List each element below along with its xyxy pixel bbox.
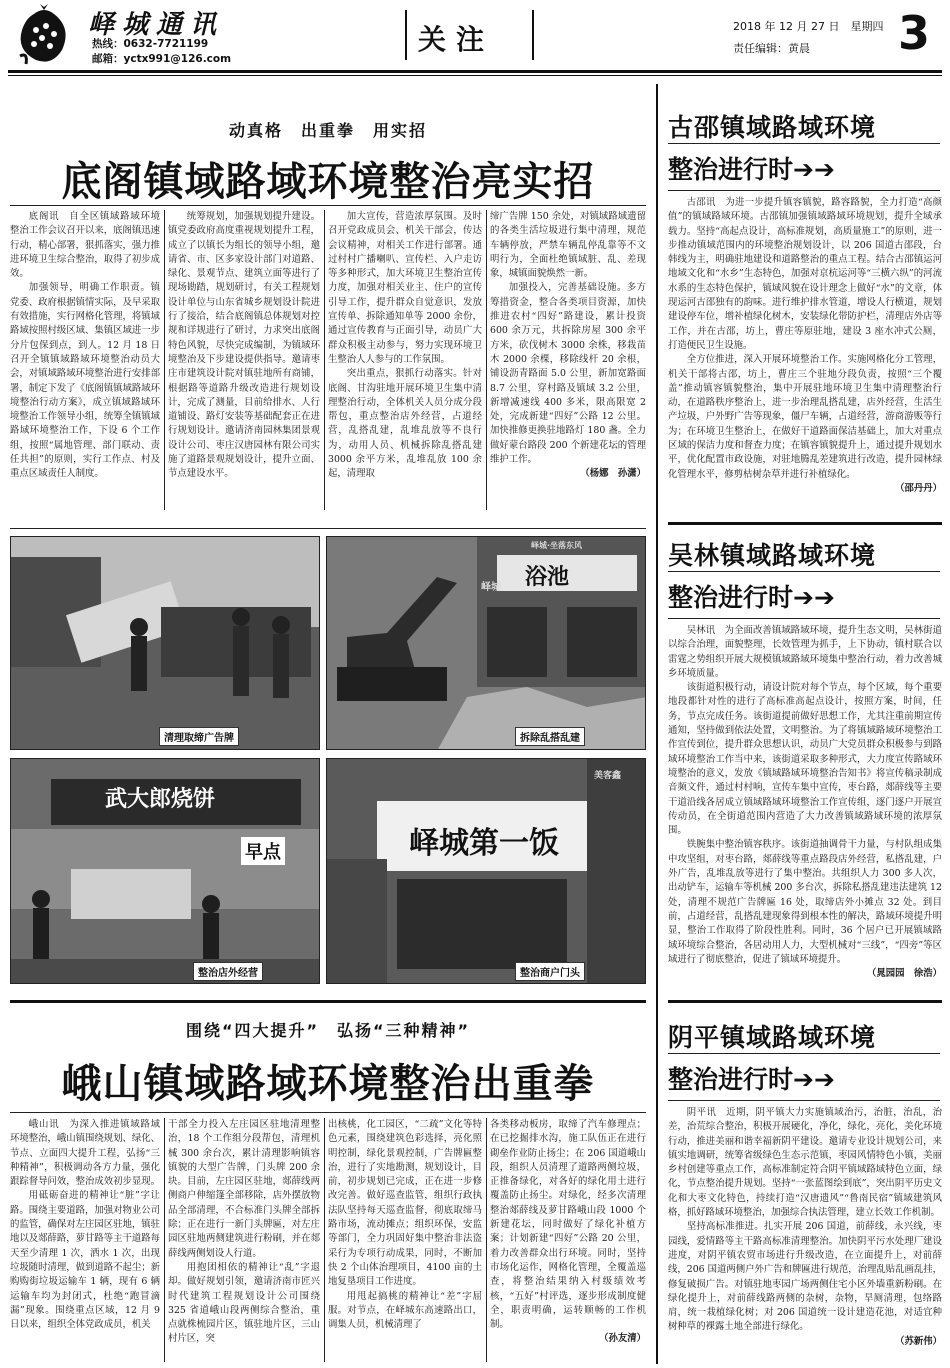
header-rule xyxy=(8,75,942,76)
paragraph: 底阁讯 自全区镇域路域环境整治工作会议召开以来，底阁镇迅速行动，精心部署，狠抓落实，强力推进环境卫生综合整治，取得了初步成效。 xyxy=(10,211,160,280)
paper-name: 峄城通讯 xyxy=(88,10,225,40)
arrow-icon: ➔➔ xyxy=(793,155,835,184)
section-title: 关注 xyxy=(418,23,495,56)
paragraph: 铁腕集中整治镇容秩序。该街道抽调骨干力量，与村队组成集中攻坚组，对枣台路，郯薛线等重点路段店外经营，私搭乱建，户外广告，乱堆乱放等进行了集中整治。共组织人力 300 多人次，出动铲车，运输车等机械 200 多台次，拆除私搭乱建违法建筑 12 处，清理不规范广告牌匾 16 处，取缔店外小摊点 32 处。到目前，占道经营，乱搭乱建现象得到根本性的解决，路域环境提升明显，整治工作取得了阶段性胜利。同时，36 个居户已开展镇域路域环境综合整治，各居动用人力，大型机械对“三线”，“四旁”等区域进行了彻底整治，促进了镇域环境提升。 xyxy=(668,839,942,965)
divider xyxy=(405,10,407,60)
shop-sign: 峄城第一饭 xyxy=(409,826,559,861)
side3-title: 阴平镇域路域环境 xyxy=(668,1023,877,1052)
rule xyxy=(668,571,940,572)
article1-column xyxy=(168,210,320,510)
bath-sign-left: 峄城 xyxy=(481,582,501,593)
column-divider xyxy=(324,210,325,510)
contact-info xyxy=(92,37,231,67)
rule xyxy=(668,1100,940,1101)
shop-right-sign: 美客鑫 xyxy=(594,771,622,781)
page-number: 3 xyxy=(898,6,931,60)
side1-body xyxy=(668,196,942,518)
paragraph: 吴林讯 为全面改善镇域路域环境，提升生态文明，吴林街道以综合治理，面貌整理，长效管理为抓手，上下协动，镇村联合以雷霆之势组织开展大规模镇域路域环境集中整治行动，着力改善城乡环境质量。 xyxy=(668,625,942,679)
paragraph: 阴平讯 近期，阴平镇大力实施镇域治污，治脏，治乱，治差，治荒综合整治，积极开展硬化，净化，绿化，亮化，美化环境行动，推进美丽和谐幸福新阴平建设。邀请专业设计规划公司，来镇实地调研，统筹省级绿色生态示范镇，枣园风情特色小镇，美丽乡村创建等重点工作，高标准制定符合阴平镇域路域特色立面，绿化，节点整治提升规划。坚持“一张蓝图绘到底”，突出阴平历史文化和大枣文化特色，持续打造“汉唐遗风”“鲁南民宿”镇域建筑风格，抓好路域环境整治，加强综合执法管理，建立长效工作机制。 xyxy=(668,1107,942,1219)
column-divider xyxy=(486,210,487,510)
paragraph: 出核桃，化工园区，“二疏”文化等特色元素，围绕建筑色彩选择，亮化照明控制，绿化景观控制，广告牌匾整治，进行了实地勘测，规划设计，目前，初步规划已完成，正在进一步修改完善。做好巡查监管，组织行政执法队坚持每天巡查监督，彻底取缔马路市场，流动摊点；组织环保，安监等部门，全力巩固好集中整治非法盗采行为专项行动成果，同时，不断加快 2 个山体治理项目，4100 亩的土地复垦项目工作进度。 xyxy=(328,1119,482,1288)
paragraph: 坚持高标准推进。扎实开展 206 国道，前薛线，永兴线，枣园线，爱情路等主干路高标准清理整治。加快阴平污水处理厂建设进度，对阴平镇农贸市场进行升级改造，在立面提升上，对前薛线，206 国道两侧户外广告和牌匾进行规范，治理乱贴乱画乱挂，修复破损广告。对镇驻地枣园广场两侧住宅小区外墙重新粉刷。在绿化提升上，对前薛线路两侧的杂树，杂物，旱厕清理，包络路肩，统一栽植绿化树；对 206 国道统一设计建造花池，对适宜种树种草的裸露土地全部进行绿化。 xyxy=(668,1221,942,1333)
article1-column xyxy=(328,210,482,510)
section-rule xyxy=(668,522,942,525)
side2-subtitle xyxy=(668,578,835,614)
paragraph: 统筹规划，加强规划提升建设。镇党委政府高度重视规划提升工程，成立了以镇长为组长的领导小组，邀请省、市、区多家设计部门对道路、绿化、景观节点、建筑立面等进行了现场勘踏，规划研讨，有关工程规划设计单位与山东省城乡规划设计院进行了接洽，结合底阁镇总体规划对控规和详规进行了研讨，力求突出底阁特色风貌，尽快完成编制，为镇域环境整治及下步建设提供指导。邀请枣庄市建筑设计院对镇驻地所有商铺，根据路等道路升级改造进行规划设计，完成了测量，目前给排水、人行道铺设、路灯安装等基础配套正在进行规划设计。邀请济南园林集团景观设计公司、枣庄汉唐园林有限公司实施了道路景观规划设计，提升立面、节点建设水平。 xyxy=(168,211,320,480)
photo-storefront-cleanup xyxy=(10,758,320,984)
bath-sign: 浴池 xyxy=(525,564,570,590)
side1-subtitle-text: 整治进行时 xyxy=(668,155,794,184)
bath-sign-sub: 峄城·坐落东风 xyxy=(531,541,583,550)
paragraph: 干部全力投入左庄园区驻地清理整治，18 个工作组分段帮包，清理机械 300 余台次，累计清理影响镇容镇貌的大型广告牌，门头牌 200 余块。目前，左庄园区驻地，郯薛线两侧商户伸缩篷全部移除，店外摆放物品全部清理，不合标准门头牌全部拆除；正在进行一新门头牌匾，对左庄园区驻地两侧建筑进行粉刷，并在郯薛线两侧划设人行道。 xyxy=(168,1119,320,1259)
side1-title: 古邵镇域路域环境 xyxy=(668,113,877,142)
restaurant-side-sign: 早点 xyxy=(241,837,285,865)
side3-signature: （苏新伟） xyxy=(895,1335,942,1347)
rule xyxy=(668,1053,940,1054)
paragraph: 各类移动板房，取缔了汽车修理点；在已挖掘排水沟，施工队伍正在进行砌垒作业防止扬尘；在 206 国道峨山段，组织人员清理了道路两侧垃圾，正推备绿化，对各好的绿化用土进行覆盖防止扬尘。对绿化，经多次清理整治郯薛线及萝甘路峨山段 1000 个新建花坛，同时做好了绿化补植方案；计划新建“四好”公路 20 公里，着力改善群众出行环境。同时，坚持市场化运作，网格化管理，全覆盖巡查，将整治结果纳入村级绩效考核，“五好”村评选，逐步形成制度健全，职责明确，运转顺畅的工作机制。 xyxy=(490,1119,646,1331)
article2-kicker: 围绕“四大提升” 弘扬“三种精神” xyxy=(185,1021,471,1040)
photo-caption: 拆除乱搭乱建 xyxy=(515,727,585,746)
column-divider xyxy=(164,210,165,510)
photo-demolition xyxy=(326,536,646,750)
photo-caption: 整治店外经营 xyxy=(193,962,263,981)
side3-subtitle-text: 整治进行时 xyxy=(668,1065,794,1094)
paragraph: 古邵讯 为进一步提升镇容镇貌，路容路貌，全力打造“高颜值”的镇域路域环境。古邵镇加强镇域路域环境规划，提升全域承载力。坚持“高起点设计，高标准规划，高质量施工”的原则，进一步推动镇域范围内的环境整治规划设计，以 206 国道古邵段，台韩线为主，明确驻地建设和道路整治的重点工程。结合古邵镇运河地域文化和“水乡”生态特色，加强对京杭运河等“三横六纵”的河流水系的生态特色保护，镇域风貌在设计理念上做好“水”的文章，体现运河古邵独有的韵味。进行维护排水管道，增设人行横道，规划建设停车位，增补植绿化树木，安装绿化带防护栏，清理店外店等工作，并在古邵，坊上，曹庄等原驻地，建设 3 座水冲式公厕，打造便民卫生设施。 xyxy=(668,197,942,351)
paragraph: 加强领导，明确工作职责。镇党委、政府根据镇情实际，及早采取有效措施，实行网格化管理，将镇域路域按照村级区域、集镇区域进一步分片包保到点，到人。12 月 18 日召开全镇镇域路域环境整治动员大会，对镇域路域环境整治进行安排部署，制定下发了《底阁镇镇域路域环境整治行动方案》，成立镇域路域环境整治工作领导小组，统筹全镇镇域路域环境整治工作，下设 6 个工作组，按照“属地管理、部门联动、责任共担”的原则，实行工作点、村及重点区域责任人制度。 xyxy=(10,282,160,480)
paragraph: 峨山讯 为深入推进镇域路域环境整治，峨山镇围绕规划、绿化、节点、立面四大提升工程，弘扬“三种精神”，积极调动各方力量，强化跟踪督导问效，整治成效初步显现。 xyxy=(10,1119,160,1188)
paragraph: 加强投入，完善基础设施。多方筹措资金，整合各类项目资源，加快推进农村“四好”路建设，累计投资 600 余万元，共拆除房屋 300 余平方米，砍伐树木 3000 余株，移栽苗木 2000 余棵，移除线杆 20 余根，铺设沥青路面 5.0 公里，新加宽路面 8.7 公里，穿村路及镇域 3.2 公里，新增减速线 400 多米，限高限宽 2 处，完成新建“四好”公路 12 公里。加快推修更换驻地路灯 180 盏。全力做好蒙台路段 200 个新建花坛的管理维护工作。 xyxy=(490,282,646,466)
email: 邮箱：yctx991@126.com xyxy=(92,53,232,65)
article2-signature: （孙友清） xyxy=(599,1333,646,1345)
paragraph: 用甩起搞桃的精神让“差”字屈服。对节点，在峄城东高速路出口，调集人员，机械清理了 xyxy=(328,1290,482,1331)
paragraph: 突出重点，狠抓行动落实。针对底阁、甘沟驻地开展环境卫生集中清理整治行动，全体机关人员分成分段帮包，重点整治店外经营，占道经营，乱搭乱建，乱堆乱放等不良行为，动用人员、机械拆除乱搭乱建 3000 余平方米，乱堆乱放 100 余起，清理取 xyxy=(328,368,482,480)
side1-subtitle xyxy=(668,150,835,186)
photo-caption: 整治商户门头 xyxy=(515,962,585,981)
editor: 责任编辑：黄晨 xyxy=(733,42,810,55)
rule xyxy=(10,528,646,529)
side2-title: 吴林镇域路域环境 xyxy=(668,541,877,570)
arrow-icon: ➔➔ xyxy=(793,583,835,612)
article2-column xyxy=(328,1118,482,1362)
article1-kicker: 动真格 出重拳 用实招 xyxy=(228,121,427,140)
paragraph: 用砥砺奋进的精神让“脏”字让路。围绕主要道路，加强对物业公司的监管，确保对左庄园区驻地，镇驻地以及郯薛路，萝甘路等主干道路每天至少清理 1 次，洒水 1 次，出现垃圾随时清理，做到道路不起尘；新购购街垃圾运输车 1 辆，现有 6 辆运输车均为封闭式，杜绝“跑冒滴漏”现象。围绕重点区域，12 月 9 日以来，组织全体党政成员，机关 xyxy=(10,1190,160,1331)
article1-column xyxy=(490,210,646,510)
article2-column xyxy=(10,1118,160,1362)
divider xyxy=(532,10,534,60)
section-rule xyxy=(10,1000,646,1003)
side2-signature: （晁园园 徐浩） xyxy=(866,968,942,980)
rule xyxy=(668,618,940,619)
phone: 热线：0632-7721199 xyxy=(92,38,209,50)
article1-signature: （杨娜 孙潇） xyxy=(580,468,646,480)
header-rule xyxy=(8,70,942,73)
rule xyxy=(10,205,646,206)
section-rule xyxy=(668,1000,942,1003)
article2-column xyxy=(490,1118,646,1362)
paragraph: 缔广告牌 150 余处，对镇域路域遗留的各类生活垃圾进行集中清理，规范车辆停放，严禁车辆乱停乱靠等不文明行为，全面杜绝镇域脏、乱、差现象，城镇面貌焕然一新。 xyxy=(490,211,646,280)
article1-column xyxy=(10,210,160,510)
side3-subtitle xyxy=(668,1060,835,1096)
photo-shopfront-signs xyxy=(326,758,646,984)
paragraph: 加大宣传，营造浓厚氛围。及时召开党政成员会、机关干部会，传达会议精神，对相关工作进行部署。通过村村广播喇叭、宣传栏、入户走访等多种形式，加大环境卫生整治宣传力度，加强对相关业主、住户的宣传引导工作，提升群众自觉意识，发放宣传单、拆除通知单等 2000 余份，通过宣传教育与正面引导，动员广大群众积极主动参与，努力实现环境卫生整治人人参与的工作氛围。 xyxy=(328,211,482,365)
rule xyxy=(668,190,940,191)
issue-date: 2018 年 12 月 27 日 星期四 xyxy=(733,20,884,33)
column-divider xyxy=(324,1118,325,1362)
paragraph: 该街道积极行动，请设计院对每个节点，每个区域，每个重要地段都针对性的进行了高标准高起点设计，按照方案，时间，任务，节点完成任务。该街道提前做好思想工作，尤其注重前期宣传通知，坚持做到依法处置，文明整治。为了将镇域路域环境整治工作宣传到位，提升群众思想认识，动员广大党员群众积极参与到路域环境整治工作当中来，该街道采取多种形式，大力度宣传路域环境整治的意义，发放《镇域路域环境整治告知书》将宣传稿录制成音频文件，通过村村响，宣传车集中宣传，枣台路，郯薛线等主要干道沿线各居成立镇域路域环境整治工作宣传组，逐门逐户开展宣传动员，在全街道范围内营造了大力改善镇域路域环境的浓厚氛围。 xyxy=(668,682,942,837)
photo-billboard-removal xyxy=(10,536,320,750)
column-divider xyxy=(486,1118,487,1362)
side3-body xyxy=(668,1106,942,1362)
column-divider xyxy=(164,1118,165,1362)
pomegranate-logo xyxy=(14,4,74,66)
restaurant-sign: 武大郎烧饼 xyxy=(105,786,216,812)
arrow-icon: ➔➔ xyxy=(793,1065,835,1094)
side2-body xyxy=(668,624,942,994)
article2-headline: 峨山镇域路域环境整治出重拳 xyxy=(61,1061,595,1107)
side2-subtitle-text: 整治进行时 xyxy=(668,583,794,612)
rule xyxy=(10,1112,646,1113)
article1-headline: 底阁镇域路域环境整治亮实招 xyxy=(61,159,595,205)
side1-signature: （邵丹丹） xyxy=(895,482,942,494)
photo-caption: 清理取缔广告牌 xyxy=(159,727,239,746)
paragraph: 用抱团相依的精神让“乱”字退却。做好规划引领，邀请济南市匠兴时代建筑工程规划设计公司围绕 325 省道峨山段两侧综合整治，重点就株梳园片区，镇驻地片区，三山村片区，突 xyxy=(168,1261,320,1345)
rule xyxy=(668,143,940,144)
sidebar-divider xyxy=(656,84,658,1364)
paragraph: 全方位推进，深入开展环境整治工作。实施网格化分工管理，机关干部将古邵，坊上，曹庄三个驻地分段负责，按照“三个覆盖”推动镇容镇貌整治，集中开展驻地环境卫生集中清理整治行动，在道路秩序整治上，进一步治理乱搭乱建，店外经营，生活生产垃圾，户外野广告等现象，僵尸车辆，占道经营，游商游贩等行为；在环境卫生整治上，在做好干道路面保洁基础上，加大对重点区域的保洁力度和督查力度；在镇容镇貌提升上，通过提升规划水平，优化配置市政设施，对驻地腾乱差建筑进行改造，提升园林绿化管理水平，修剪枯树杂草并进行补植绿化。 xyxy=(668,354,942,480)
masthead xyxy=(0,0,950,72)
article2-column xyxy=(168,1118,320,1362)
